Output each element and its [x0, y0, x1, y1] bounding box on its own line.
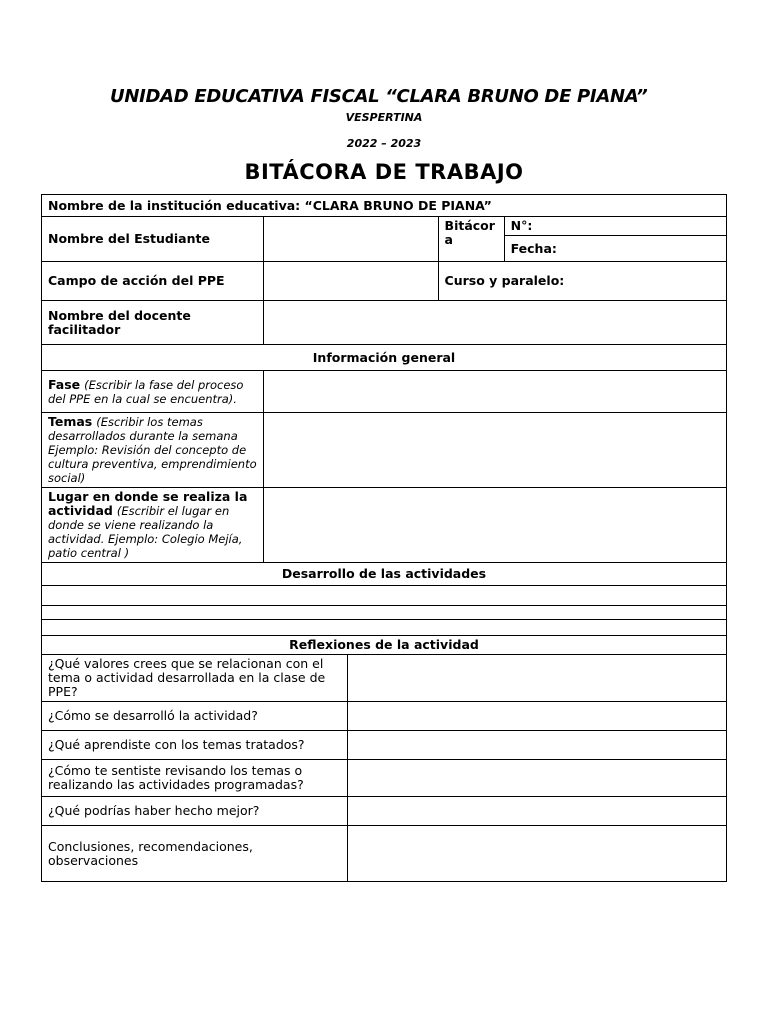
place-label: Lugar en donde se realiza la actividad: [48, 489, 248, 518]
field-value[interactable]: [264, 262, 438, 301]
topics-label: Temas: [48, 414, 93, 429]
activity-row-3[interactable]: [42, 620, 727, 636]
date-label[interactable]: Fecha:: [504, 236, 726, 262]
teacher-field[interactable]: [264, 301, 727, 345]
school-years: 2022 – 2023: [346, 137, 422, 150]
activities-header: Desarrollo de las actividades: [42, 563, 727, 586]
answer-development[interactable]: [348, 702, 727, 731]
activity-row-1[interactable]: [42, 586, 727, 606]
reflections-header: Reflexiones de la actividad: [42, 636, 727, 655]
institution-label: Nombre de la institución educativa: “CLARA BRUNO DE PIANA”: [42, 195, 727, 217]
phase-hint: (Escribir la fase del proceso del PPE en la cual se encuentra).: [48, 377, 244, 406]
phase-cell: [42, 371, 264, 413]
place-cell: [42, 488, 264, 563]
field-label: Campo de acción del PPE: [42, 262, 264, 301]
topics-hint: (Escribir los temas desarrollados durante la semana Ejemplo: Revisión del concepto de cultura preventiva, emprendimiento social): [48, 415, 257, 485]
topics-field[interactable]: [264, 413, 727, 488]
school-shift: VESPERTINA: [345, 111, 423, 124]
place-hint: (Escribir el lugar en donde se viene realizando la actividad. Ejemplo: Colegio Mejía, patio central ): [48, 504, 243, 560]
student-label: Nombre del Estudiante: [42, 217, 264, 262]
question-values: ¿Qué valores crees que se relacionan con el tema o actividad desarrollada en la clase de PPE?: [42, 655, 348, 702]
topics-cell: [42, 413, 264, 488]
bitacora-label: Bitácor a: [438, 217, 504, 262]
place-field[interactable]: [264, 488, 727, 563]
question-feelings: ¿Cómo te sentiste revisando los temas o realizando las actividades programadas?: [42, 760, 348, 797]
general-info-header: Información general: [42, 345, 727, 371]
teacher-label: Nombre del docente facilitador: [42, 301, 264, 345]
phase-field[interactable]: [264, 371, 727, 413]
answer-values[interactable]: [348, 655, 727, 702]
number-label[interactable]: N°:: [504, 217, 726, 236]
answer-improve[interactable]: [348, 797, 727, 826]
question-conclusions: Conclusiones, recomendaciones, observaciones: [42, 826, 348, 882]
logbook-form: [41, 194, 727, 882]
question-learned: ¿Qué aprendiste con los temas tratados?: [42, 731, 348, 760]
document-title: BITÁCORA DE TRABAJO: [244, 160, 524, 184]
question-improve: ¿Qué podrías haber hecho mejor?: [42, 797, 348, 826]
school-name: UNIDAD EDUCATIVA FISCAL “CLARA BRUNO DE PIANA”: [110, 86, 648, 107]
answer-conclusions[interactable]: [348, 826, 727, 882]
activity-row-2[interactable]: [42, 606, 727, 620]
answer-learned[interactable]: [348, 731, 727, 760]
question-development: ¿Cómo se desarrolló la actividad?: [42, 702, 348, 731]
phase-label: Fase: [48, 376, 81, 392]
course-label[interactable]: Curso y paralelo:: [438, 262, 726, 301]
student-name-field[interactable]: [264, 217, 438, 262]
answer-feelings[interactable]: [348, 760, 727, 797]
